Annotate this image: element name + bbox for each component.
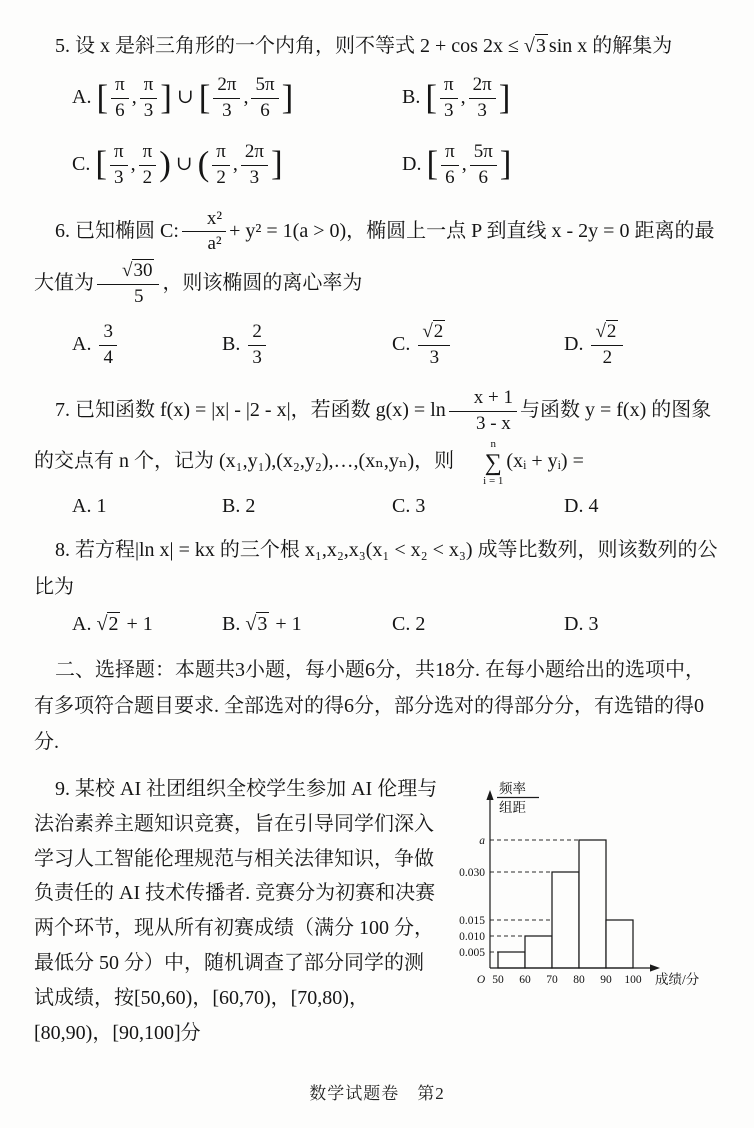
y-axis-label-denominator: 组距: [499, 800, 526, 816]
question-7-options: [34, 495, 720, 518]
x-tick-label: 80: [573, 974, 585, 987]
y-axis-label-numerator: 频率: [499, 781, 526, 797]
x-axis-label: 成绩/分: [655, 972, 700, 988]
question-6-option-c: C. $\frac{√2}{3}$: [392, 319, 564, 372]
question-8-stem: 8. 若方程|ln x| = kx 的三个根 x₁,x₂,x₃(x₁ < x₂ < x₃) 成等比数列，则该数列的公比为: [34, 539, 718, 598]
question-6: [34, 206, 720, 372]
question-5-options-row-1: [34, 72, 720, 125]
x-tick-label: 90: [600, 974, 612, 987]
question-8-option-d: D. 3: [564, 613, 599, 636]
histogram-bar-0: [498, 952, 525, 968]
score-histogram: [452, 780, 714, 988]
histogram-container: [452, 780, 720, 994]
question-7-option-a: A. 1: [72, 495, 107, 518]
question-9: [34, 772, 720, 1050]
question-8-option-b: B. √3 + 1: [222, 613, 302, 636]
question-6-option-b: B. $\frac{2}{3}$: [222, 319, 392, 372]
histogram-bar-2: [552, 872, 579, 968]
question-7: [34, 385, 720, 518]
question-6-stem: 6. 已知椭圆 C: $\frac{\text{x²}}{\text{a²}}$ + y² = 1(a > 0)，椭圆上一点 P 到直线 x - 2y = 0 距离的最大值为 $\frac{√30}{5}$ ，则该椭圆的离心率为: [34, 207, 715, 307]
x-tick-label: 70: [546, 974, 558, 987]
question-5-stem: 5. 设 x 是斜三角形的一个内角，则不等式 2 + cos 2x ≤ √3 sin x 的解集为: [55, 35, 673, 57]
question-5-option-d: D. [ $\frac{\pi}{6}$ , $\frac{5\pi}{6}$ ]: [402, 140, 512, 188]
question-6-option-d: D. $\frac{√2}{2}$: [564, 319, 720, 372]
x-tick-label: 100: [624, 974, 642, 987]
question-8-options: [34, 613, 720, 636]
y-tick-label: 0.010: [459, 931, 485, 944]
question-8-option-a: A. √2 + 1: [72, 613, 153, 636]
histogram-bar-3: [579, 840, 606, 968]
section-2-header: 二、选择题：本题共3小题，每小题6分，共18分. 在每小题给出的选项中，有多项符合题目要求. 全部选对的得6分，部分选对的得部分分，有选错的得0分.: [34, 659, 705, 754]
x-tick-label: 50: [492, 974, 504, 987]
question-7-option-b: B. 2: [222, 495, 256, 518]
question-9-stem: 9. 某校 AI 社团组织全校学生参加 AI 伦理与法治素养主题知识竞赛，旨在引导同学们深入学习人工智能伦理规范与相关法律知识，争做负责任的 AI 技术传播者. 竞赛分为初赛和决赛两个环节，现从所有初赛成绩（满分 100 分，最低分 50 分）中，随机调查了部分同学的测试成绩，按[50,60)，[60,70)，[70,80)，[80,90)，[90,100]分: [34, 778, 438, 1044]
question-5: [34, 28, 720, 192]
question-7-stem: 7. 已知函数 f(x) = |x| - |2 - x|，若函数 g(x) = ln $\frac{x + 1}{3 - x}$ 与函数 y = f(x) 的图象的交点有 n 个，记为 (x₁,y₁),(x₂,y₂),…,(xₙ,yₙ)，则 n ∑ i = 1 (xᵢ + yᵢ) =: [34, 387, 712, 487]
histogram-bar-1: [525, 936, 552, 968]
x-axis-arrow-icon: [650, 964, 660, 971]
x-tick-label: 60: [519, 974, 531, 987]
y-axis-arrow-icon: [486, 790, 493, 800]
page-footer: 数学试题卷 第2: [309, 1084, 445, 1103]
question-6-options: [34, 319, 720, 372]
y-tick-label: 0.005: [459, 947, 485, 960]
question-8-option-c: C. 2: [392, 613, 426, 636]
origin-label: O: [476, 974, 486, 987]
question-5-option-c: C. [ $\frac{\pi}{3}$ , $\frac{\pi}{2}$ ) ∪ ( $\frac{\pi}{2}$ , $\frac{2\pi}{3}$ ]: [72, 140, 283, 188]
y-tick-label: 0.030: [459, 867, 485, 880]
question-7-option-c: C. 3: [392, 495, 426, 518]
y-tick-label: 0.015: [459, 915, 485, 928]
question-6-option-a: A. $\frac{3}{4}$: [72, 319, 222, 372]
question-5-options-row-2: [34, 139, 720, 192]
histogram-bar-4: [606, 920, 633, 968]
question-7-option-d: D. 4: [564, 495, 599, 518]
question-5-option-b: B. [ $\frac{\pi}{3}$ , $\frac{2\pi}{3}$ ]: [402, 74, 511, 122]
question-8: [34, 532, 720, 636]
question-5-option-a: A. [ $\frac{\pi}{6}$ , $\frac{\pi}{3}$ ] ∪ [ $\frac{2\pi}{3}$ , $\frac{5\pi}{6}$ ]: [72, 74, 294, 122]
y-tick-label: a: [479, 835, 485, 848]
